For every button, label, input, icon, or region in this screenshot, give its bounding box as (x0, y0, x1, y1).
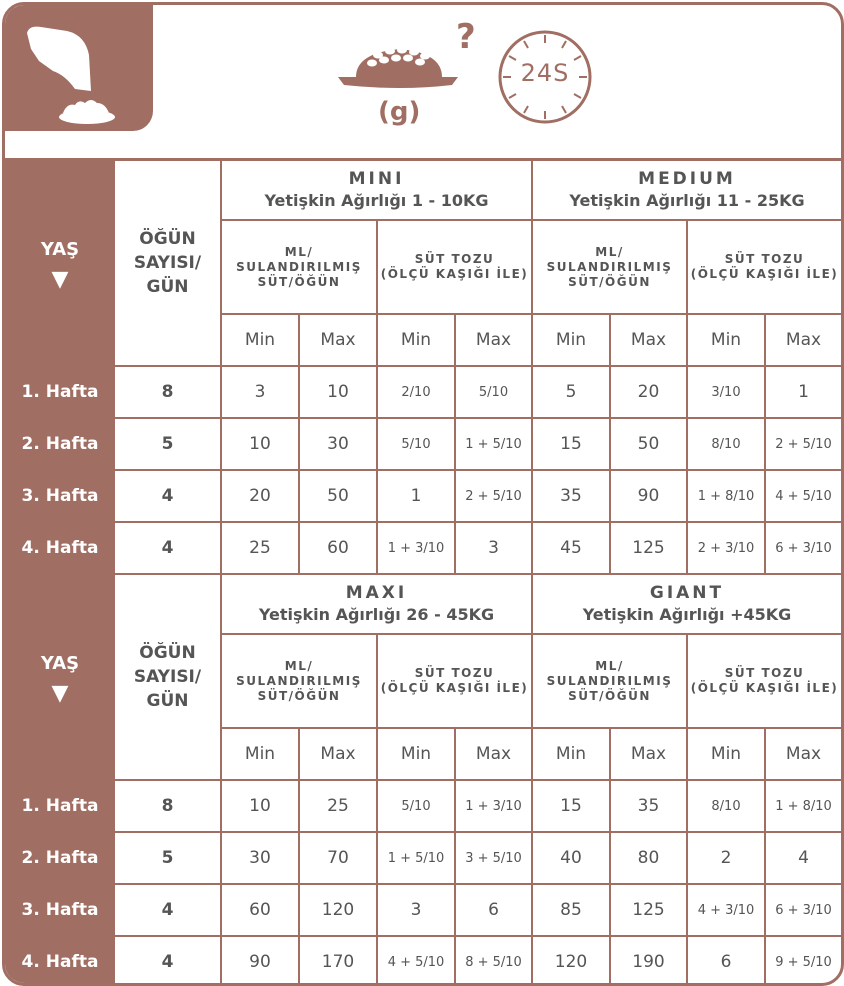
adult-weight: Yetişkin Ağırlığı 26 - 45KG (258, 605, 495, 624)
amount-cell: 30 (222, 833, 298, 883)
amount-cell: 85 (533, 885, 609, 935)
size-title-cell (222, 575, 531, 633)
ml-milk-header (533, 221, 686, 313)
amount-cell: 8 + 5/10 (456, 937, 531, 986)
age-arrow-icon: ▼ (51, 267, 69, 292)
week-label: 2. Hafta (21, 848, 99, 868)
milk-powder-header (688, 635, 841, 727)
amount-cell: 15 (533, 419, 609, 469)
portion-unit: (g) (378, 97, 421, 127)
amount-cell: 60 (300, 523, 376, 573)
adult-weight: Yetişkin Ağırlığı +45KG (582, 605, 792, 624)
amount-cell: 50 (611, 419, 686, 469)
amount-cell: 15 (533, 781, 609, 831)
meals-header-line: GÜN (146, 691, 189, 711)
amount-cell: 10 (222, 781, 298, 831)
amount-cell: 125 (611, 523, 686, 573)
amount-cell: 6 + 3/10 (766, 885, 841, 935)
feeding-table (5, 158, 841, 983)
header-line: ML/ (595, 658, 624, 673)
amount-cell: 1 + 8/10 (766, 781, 841, 831)
amount-cell: 4 + 5/10 (378, 937, 454, 986)
meals-count: 4 (115, 885, 220, 935)
amount-cell: 190 (611, 937, 686, 986)
amount-cell: 25 (300, 781, 376, 831)
amount-cell: 4 + 5/10 (766, 471, 841, 521)
meals-header-line: SAYISI/ (133, 253, 202, 273)
amount-cell: 3 (222, 367, 298, 417)
question-mark: ? (456, 17, 476, 57)
header-line: (ÖLÇÜ KAŞIĞI İLE) (690, 681, 839, 695)
header-line: SULANDIRILMIŞ (546, 259, 673, 274)
amount-cell: 5/10 (378, 781, 454, 831)
amount-cell: 2 (688, 833, 764, 883)
header-line: (ÖLÇÜ KAŞIĞI İLE) (380, 681, 529, 695)
header-line: SULANDIRILMIŞ (236, 259, 362, 274)
meals-header-line: ÖĞÜN (139, 643, 196, 663)
meals-per-day-label (134, 641, 201, 713)
amount-cell: 2 + 5/10 (456, 471, 531, 521)
amount-cell: 5/10 (456, 367, 531, 417)
feeding-chart (2, 2, 844, 986)
week-label: 3. Hafta (21, 486, 99, 506)
amount-cell: 6 + 3/10 (766, 523, 841, 573)
meals-count: 5 (115, 419, 220, 469)
size-name: GIANT (649, 583, 725, 603)
adult-weight: Yetişkin Ağırlığı 11 - 25KG (569, 191, 805, 210)
header-line: (ÖLÇÜ KAŞIĞI İLE) (380, 267, 529, 281)
amount-cell: 170 (300, 937, 376, 986)
meals-header-line: GÜN (146, 277, 189, 297)
meals-count: 4 (115, 523, 220, 573)
amount-cell: 4 + 3/10 (688, 885, 764, 935)
meals-count: 4 (115, 937, 220, 986)
amount-cell: 125 (611, 885, 686, 935)
amount-cell: 3/10 (688, 367, 764, 417)
header-line: ML/ (284, 244, 314, 259)
amount-cell: 8/10 (688, 781, 764, 831)
min-header: Min (533, 315, 609, 365)
size-title-cell (533, 161, 841, 219)
amount-cell: 8/10 (688, 419, 764, 469)
size-name: MINI (348, 169, 405, 189)
header-line: SÜT TOZU (414, 252, 495, 266)
feeding-corner (5, 5, 153, 131)
min-header: Min (222, 315, 298, 365)
min-header: Min (533, 729, 609, 779)
week-label: 4. Hafta (21, 952, 99, 972)
meals-count: 8 (115, 781, 220, 831)
amount-cell: 5 (533, 367, 609, 417)
amount-cell: 70 (300, 833, 376, 883)
meals-per-day-label (134, 227, 201, 299)
clock-label: 24S (520, 59, 570, 87)
age-label: YAŞ (40, 239, 80, 260)
amount-cell: 90 (222, 937, 298, 986)
amount-cell: 10 (222, 419, 298, 469)
meals-per-day-header (115, 575, 220, 779)
week-label: 4. Hafta (21, 538, 99, 558)
max-header: Max (300, 729, 376, 779)
amount-cell: 1 + 3/10 (378, 523, 454, 573)
amount-cell: 6 (688, 937, 764, 986)
amount-cell: 20 (611, 367, 686, 417)
amount-cell: 25 (222, 523, 298, 573)
age-label: YAŞ (40, 653, 80, 674)
amount-cell: 20 (222, 471, 298, 521)
amount-cell: 90 (611, 471, 686, 521)
amount-cell: 1 + 5/10 (378, 833, 454, 883)
meals-header-line: ÖĞÜN (139, 229, 196, 249)
min-header: Min (688, 315, 764, 365)
amount-cell: 50 (300, 471, 376, 521)
adult-weight: Yetişkin Ağırlığı 1 - 10KG (264, 191, 489, 210)
amount-cell: 80 (611, 833, 686, 883)
ml-milk-header (222, 221, 376, 313)
size-name: MEDIUM (638, 169, 736, 189)
header-line: SÜT TOZU (414, 666, 495, 680)
week-label: 1. Hafta (21, 382, 99, 402)
header-line: ML/ (595, 244, 624, 259)
milk-powder-header (378, 635, 531, 727)
amount-cell: 2 + 3/10 (688, 523, 764, 573)
amount-cell: 60 (222, 885, 298, 935)
meals-count: 5 (115, 833, 220, 883)
max-header: Max (766, 729, 841, 779)
meals-count: 8 (115, 367, 220, 417)
meals-per-day-header (115, 161, 220, 365)
week-label: 2. Hafta (21, 434, 99, 454)
header-line: SULANDIRILMIŞ (546, 673, 673, 688)
min-header: Min (222, 729, 298, 779)
header-line: (ÖLÇÜ KAŞIĞI İLE) (690, 267, 839, 281)
amount-cell: 1 (766, 367, 841, 417)
max-header: Max (456, 729, 531, 779)
header-line: SÜT/ÖĞÜN (257, 274, 341, 289)
min-header: Min (378, 315, 454, 365)
amount-cell: 5/10 (378, 419, 454, 469)
ml-milk-header (533, 635, 686, 727)
header-line: SÜT TOZU (724, 252, 805, 266)
min-header: Min (378, 729, 454, 779)
amount-cell: 30 (300, 419, 376, 469)
amount-cell: 120 (300, 885, 376, 935)
amount-cell: 1 (378, 471, 454, 521)
amount-cell: 3 (378, 885, 454, 935)
chart-header (5, 5, 841, 158)
amount-cell: 1 + 8/10 (688, 471, 764, 521)
meals-header-line: SAYISI/ (133, 667, 202, 687)
max-header: Max (611, 315, 686, 365)
amount-cell: 3 (456, 523, 531, 573)
meals-count: 4 (115, 471, 220, 521)
max-header: Max (611, 729, 686, 779)
hand-feeding-icon (5, 5, 153, 131)
amount-cell: 45 (533, 523, 609, 573)
amount-cell: 3 + 5/10 (456, 833, 531, 883)
header-line: SÜT/ÖĞÜN (568, 688, 651, 703)
amount-cell: 35 (533, 471, 609, 521)
header-line: SÜT/ÖĞÜN (568, 274, 651, 289)
size-name: MAXI (345, 583, 408, 603)
amount-cell: 10 (300, 367, 376, 417)
header-line: SÜT TOZU (724, 666, 805, 680)
min-header: Min (688, 729, 764, 779)
max-header: Max (300, 315, 376, 365)
milk-powder-header (688, 221, 841, 313)
amount-cell: 6 (456, 885, 531, 935)
amount-cell: 120 (533, 937, 609, 986)
amount-cell: 40 (533, 833, 609, 883)
header-line: ML/ (284, 658, 314, 673)
size-title-cell (533, 575, 841, 633)
milk-powder-header (378, 221, 531, 313)
age-arrow-icon: ▼ (51, 681, 69, 706)
ml-milk-header (222, 635, 376, 727)
amount-cell: 2 + 5/10 (766, 419, 841, 469)
week-label: 3. Hafta (21, 900, 99, 920)
amount-cell: 9 + 5/10 (766, 937, 841, 986)
max-header: Max (456, 315, 531, 365)
header-line: SÜT/ÖĞÜN (257, 688, 341, 703)
week-label: 1. Hafta (21, 796, 99, 816)
food-bowl-icon (330, 25, 470, 95)
amount-cell: 4 (766, 833, 841, 883)
amount-cell: 1 + 5/10 (456, 419, 531, 469)
size-title-cell (222, 161, 531, 219)
amount-cell: 2/10 (378, 367, 454, 417)
max-header: Max (766, 315, 841, 365)
header-line: SULANDIRILMIŞ (236, 673, 362, 688)
amount-cell: 1 + 3/10 (456, 781, 531, 831)
amount-cell: 35 (611, 781, 686, 831)
